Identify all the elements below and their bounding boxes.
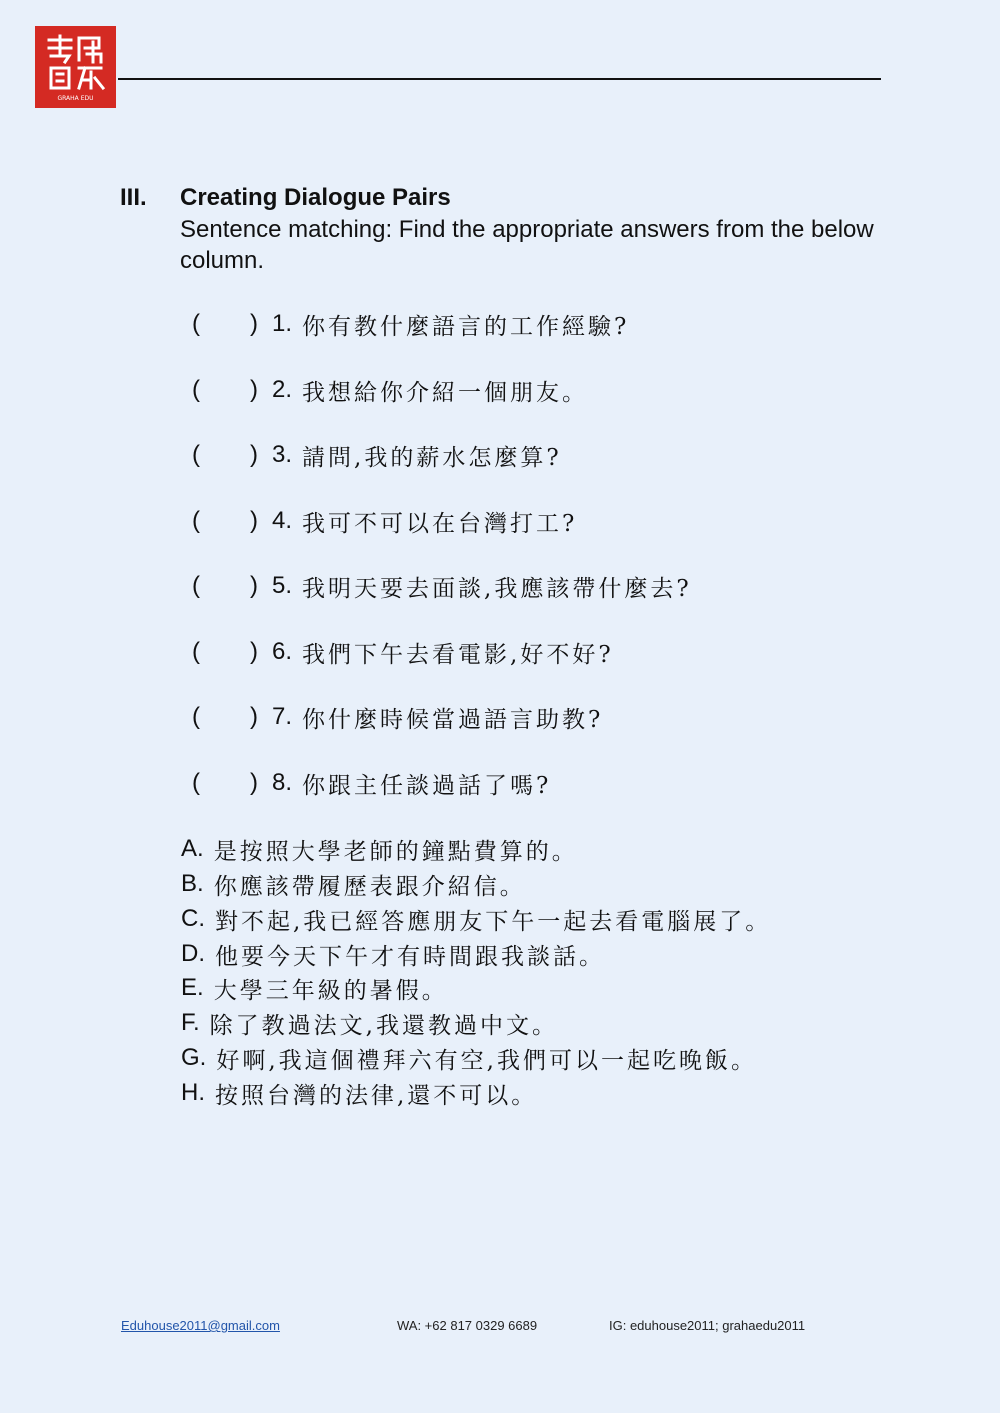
footer-email-link[interactable]: Eduhouse2011@gmail.com	[121, 1318, 280, 1333]
question-item	[192, 504, 577, 538]
paren-close: )	[250, 638, 258, 665]
answer-text: 按照台灣的法律,還不可以。	[215, 1082, 538, 1109]
paren-close: )	[250, 507, 258, 534]
paren-close: )	[250, 376, 258, 403]
question-item	[192, 766, 551, 800]
answer-letter: F.	[181, 1009, 200, 1036]
answer-text: 你應該帶履歷表跟介紹信。	[213, 873, 526, 900]
paren-open: (	[192, 572, 200, 599]
question-text: 我想給你介紹一個朋友。	[302, 379, 589, 406]
question-item	[192, 373, 588, 407]
paren-open: (	[192, 376, 200, 403]
question-number: 3.	[272, 441, 293, 468]
paren-close: )	[250, 441, 258, 468]
answer-letter: D.	[181, 940, 205, 967]
question-item	[192, 635, 614, 669]
question-item	[192, 569, 692, 603]
paren-close: )	[250, 310, 258, 337]
logo-caption: GRAHA EDU	[57, 95, 94, 102]
answer-letter: H.	[181, 1079, 205, 1106]
question-text: 我可不可以在台灣打工?	[302, 510, 578, 537]
answer-item	[181, 1041, 757, 1075]
page-footer	[0, 1318, 1000, 1338]
answer-item	[181, 867, 526, 901]
question-text: 我們下午去看電影,好不好?	[302, 641, 614, 668]
paren-open: (	[192, 441, 200, 468]
question-number: 1.	[272, 310, 293, 337]
answer-text: 好啊,我這個禮拜六有空,我們可以一起吃晚飯。	[216, 1047, 757, 1074]
answer-letter: B.	[181, 870, 204, 897]
answer-letter: G.	[181, 1044, 207, 1071]
answer-item	[181, 937, 605, 971]
question-number: 2.	[272, 376, 293, 403]
header-divider	[118, 78, 881, 80]
answer-item	[181, 971, 448, 1005]
paren-open: (	[192, 703, 200, 730]
paren-close: )	[250, 769, 258, 796]
question-item	[192, 438, 562, 472]
question-number: 5.	[272, 572, 293, 599]
paren-open: (	[192, 769, 200, 796]
answer-text: 除了教過法文,我還教過中文。	[209, 1012, 558, 1039]
answer-item	[181, 902, 771, 936]
question-number: 6.	[272, 638, 293, 665]
question-number: 4.	[272, 507, 293, 534]
answer-item	[181, 1076, 537, 1110]
question-number: 8.	[272, 769, 293, 796]
section-instruction: Sentence matching: Find the appropriate answers from the below column.	[180, 216, 874, 274]
section-title: Creating Dialogue Pairs	[180, 184, 451, 211]
answer-letter: A.	[181, 835, 204, 862]
question-text: 你什麼時候當過語言助教?	[302, 706, 604, 733]
footer-instagram: IG: eduhouse2011; grahaedu2011	[609, 1318, 806, 1333]
answer-item	[181, 1006, 558, 1040]
paren-open: (	[192, 638, 200, 665]
paren-open: (	[192, 507, 200, 534]
paren-close: )	[250, 703, 258, 730]
answer-letter: C.	[181, 905, 205, 932]
answer-text: 是按照大學老師的鐘點費算的。	[213, 838, 578, 865]
footer-whatsapp: WA: +62 817 0329 6689	[397, 1318, 538, 1333]
graha-edu-logo	[35, 26, 116, 108]
answer-item	[181, 832, 578, 866]
question-text: 你有教什麼語言的工作經驗?	[302, 313, 630, 340]
paren-open: (	[192, 310, 200, 337]
question-text: 請問,我的薪水怎麼算?	[302, 444, 562, 471]
question-item	[192, 307, 629, 341]
answer-text: 大學三年級的暑假。	[213, 977, 448, 1004]
question-number: 7.	[272, 703, 293, 730]
answer-text: 對不起,我已經答應朋友下午一起去看電腦展了。	[215, 908, 772, 935]
question-text: 你跟主任談過話了嗎?	[302, 772, 552, 799]
question-text: 我明天要去面談,我應該帶什麼去?	[302, 575, 692, 602]
question-item	[192, 700, 603, 734]
answer-text: 他要今天下午才有時間跟我談話。	[215, 943, 605, 970]
paren-close: )	[250, 572, 258, 599]
answer-letter: E.	[181, 974, 204, 1001]
section-number: III.	[120, 184, 147, 211]
